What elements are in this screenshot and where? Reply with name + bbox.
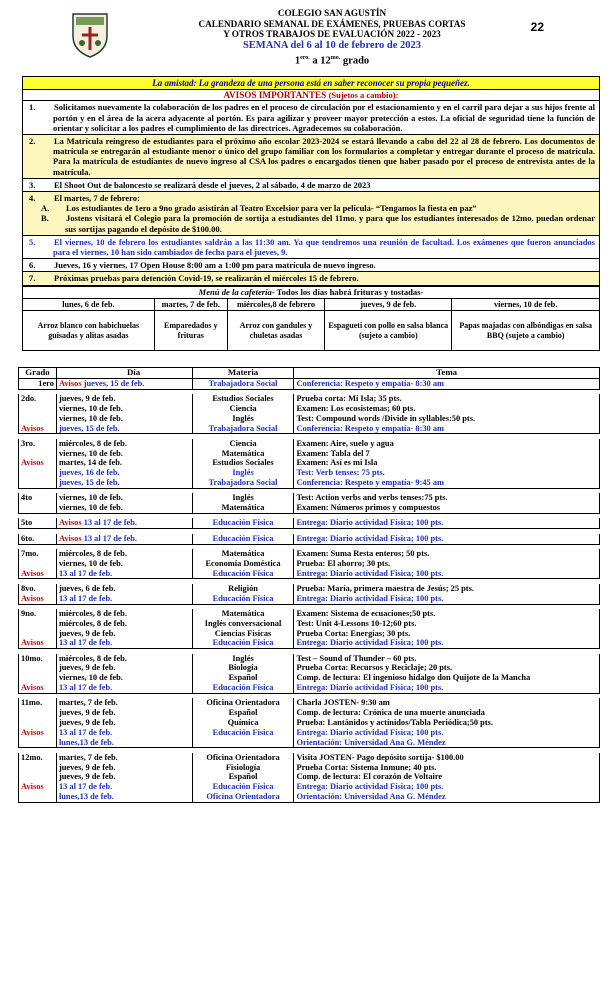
table-cell: Comp. de lectura: El ingenioso hidalgo don Quijote de la Mancha: [294, 673, 600, 683]
table-cell: Educación Física: [192, 728, 294, 738]
grade-label: 9no.: [19, 609, 57, 619]
school-crest-icon: [70, 10, 110, 58]
grade-label: 5to: [19, 518, 57, 528]
table-cell: Avisos: [19, 728, 57, 738]
table-cell: viernes, 10 de feb.: [56, 404, 192, 414]
table-cell: jueves, 9 de feb.: [56, 763, 192, 773]
table-cell: Test: Compound words /Divide in syllables:50 pts.: [294, 414, 600, 424]
table-cell: viernes, 10 de feb.: [56, 673, 192, 683]
table-cell: Examen: Aire, suelo y agua: [294, 439, 600, 449]
document-page: [22, 4, 600, 803]
table-cell: Entrega: Diario actividad Física; 100 pts.: [294, 683, 600, 693]
table-cell: Inglés: [192, 468, 294, 478]
table-cell: 13 al 17 de feb.: [56, 594, 192, 604]
calendar-title-line2: Y OTROS TRABAJOS DE EVALUACIÓN 2022 - 2023: [223, 29, 441, 39]
table-cell: miércoles, 8 de feb.: [56, 439, 192, 449]
table-cell: Test – Sound of Thunder – 60 pts.: [294, 654, 600, 664]
grade-label: 8vo.: [19, 584, 57, 594]
table-cell: Matemática: [192, 449, 294, 459]
grade-label: 2do.: [19, 394, 57, 404]
table-row: [19, 468, 600, 478]
table-cell: Estudios Sociales: [192, 458, 294, 468]
menu-food: Emparedados y frituras: [154, 311, 227, 351]
table-cell: [19, 619, 57, 629]
table-cell: [19, 629, 57, 639]
table-cell: Ciencia: [192, 404, 294, 414]
grade-label: 1ero: [38, 378, 54, 388]
grade-label: 4to: [19, 493, 57, 503]
table-cell: Avisos: [19, 683, 57, 693]
table-cell: Inglés: [192, 414, 294, 424]
table-cell: 13 al 17 de feb.: [56, 728, 192, 738]
friendship-banner: La amistad: La grandeza de una persona está en saber reconocer su propia pequeñez.: [23, 77, 600, 90]
table-cell: Oficina Orientadora: [192, 753, 294, 763]
page-number: 22: [530, 20, 544, 34]
menu-title: Menú de la cafetería- Todos los días habrá frituras y tostadas-: [23, 286, 600, 298]
table-cell: Avisos: [19, 638, 57, 648]
table-row: [19, 609, 600, 619]
table-cell: Prueba: Lantánidos y actínidos/Tabla Periódica;50 pts.: [294, 718, 600, 728]
table-cell: jueves, 15 de feb.: [56, 478, 192, 488]
table-cell: Inglés conversacional: [192, 619, 294, 629]
table-cell: Matemática: [192, 609, 294, 619]
table-cell: Examen: Números primos y compuestos: [294, 503, 600, 513]
table-cell: viernes, 10 de feb.: [56, 559, 192, 569]
notice-6: 6. Jueves, 16 y viernes, 17 Open House 8:00 am a 1:00 pm para matrícula de nuevo ingreso.: [23, 259, 600, 272]
table-row: [19, 549, 600, 559]
table-row: [19, 772, 600, 782]
table-cell: Avisos 13 al 17 de feb.: [56, 534, 192, 544]
table-cell: Trabajadora Social: [192, 424, 294, 434]
table-cell: Entrega: Diario actividad Física; 100 pts.: [294, 782, 600, 792]
notices-table: [22, 76, 600, 286]
table-cell: jueves, 9 de feb.: [56, 772, 192, 782]
table-cell: Biología: [192, 663, 294, 673]
grade-label: 6to.: [19, 534, 57, 544]
table-cell: viernes, 10 de feb.: [56, 414, 192, 424]
table-cell: jueves, 9 de feb.: [56, 718, 192, 728]
table-cell: miércoles, 8 de feb.: [56, 654, 192, 664]
notice-7: 7. Próximas pruebas para detención Covid-19, se realizarán el miércoles 15 de febrero.: [23, 272, 600, 285]
table-cell: Religión: [192, 584, 294, 594]
table-row: [19, 663, 600, 673]
table-cell: Entrega: Diario actividad Física; 100 pts.: [294, 518, 600, 528]
table-cell: 13 al 17 de feb.: [56, 638, 192, 648]
table-row: [19, 534, 600, 544]
table-cell: Entrega: Diario actividad Física; 100 pts.: [294, 569, 600, 579]
header-materia: Materia: [192, 368, 294, 379]
table-cell: [19, 559, 57, 569]
table-row: [19, 638, 600, 648]
table-cell: [19, 763, 57, 773]
table-cell: viernes, 10 de feb.: [56, 493, 192, 503]
table-row: [19, 503, 600, 513]
table-cell: Avisos: [19, 782, 57, 792]
table-cell: jueves, 9 de feb.: [56, 708, 192, 718]
table-row: [19, 569, 600, 579]
table-row: [19, 629, 600, 639]
table-row: [19, 493, 600, 503]
table-cell: Avisos jueves, 15 de feb.: [56, 378, 192, 389]
table-cell: jueves, 9 de feb.: [56, 663, 192, 673]
table-cell: Entrega: Diario actividad Física; 100 pts.: [294, 638, 600, 648]
table-cell: Español: [192, 772, 294, 782]
table-cell: lunes,13 de feb.: [56, 738, 192, 748]
table-cell: Examen: Sistema de ecuaciones;50 pts.: [294, 609, 600, 619]
table-cell: Oficina Orientadora: [192, 698, 294, 708]
table-cell: Inglés: [192, 654, 294, 664]
table-cell: 13 al 17 de feb.: [56, 782, 192, 792]
table-row: [19, 414, 600, 424]
table-cell: [19, 449, 57, 459]
table-cell: Entrega: Diario actividad Física; 100 pts.: [294, 728, 600, 738]
table-cell: martes, 7 de feb.: [56, 753, 192, 763]
table-cell: Matemática: [192, 503, 294, 513]
notice-2: 2. La Matrícula reingreso de estudiantes para el próximo año escolar 2023-2024 se estará llevando a cabo del 22 al 28 de febrero. Los documentos de matrícula se entregarán al estudiante menor o único del grupo familiar con los formularios a completar y entregar durante el proceso de matrícula. Para la matrícula de estudiantes de nuevo ingreso al CSA los padres o encargados tienen que haber pasado por el proceso de entrevista antes de la matrícula.: [23, 135, 600, 179]
notice-1: 1. Solicitamos nuevamente la colaboración de los padres en el proceso de circulación por el estacionamiento y en el carril para dejar a sus hijos frente al portón y en el área de la acera adyacente al portón. Es para agilizar y proveer mayor protección a estos. La oficial de seguridad tiene la función de orientar y solicitar a los padres el cumplimiento de las directrices. Agradecemos su colaboración.: [23, 101, 600, 135]
table-cell: lunes,13 de feb.: [56, 792, 192, 802]
table-cell: Prueba Corta: Energías; 30 pts.: [294, 629, 600, 639]
table-cell: Test: Action verbs and verbs tenses:75 pts.: [294, 493, 600, 503]
table-cell: Trabajadora Social: [192, 378, 294, 389]
table-cell: [19, 414, 57, 424]
table-cell: Educación Física: [192, 638, 294, 648]
table-cell: jueves, 6 de feb.: [56, 584, 192, 594]
table-cell: jueves, 15 de feb.: [56, 424, 192, 434]
table-row: [19, 594, 600, 604]
table-cell: Química: [192, 718, 294, 728]
table-cell: Matemática: [192, 549, 294, 559]
table-row: [19, 559, 600, 569]
table-cell: Test: Verb tenses: 75 pts.: [294, 468, 600, 478]
table-row: [19, 654, 600, 664]
table-row: [19, 404, 600, 414]
table-cell: [19, 718, 57, 728]
table-cell: Educación Física: [192, 683, 294, 693]
table-cell: miércoles, 8 de feb.: [56, 619, 192, 629]
table-cell: Test: Unit 4-Lessons 10-12;60 pts.: [294, 619, 600, 629]
table-cell: [19, 478, 57, 488]
table-cell: [19, 708, 57, 718]
table-cell: Prueba corta: Mi Isla; 35 pts.: [294, 394, 600, 404]
table-cell: Avisos: [19, 458, 57, 468]
table-cell: [19, 792, 57, 802]
grade-label: 12mo.: [19, 753, 57, 763]
table-row: [19, 792, 600, 802]
week-range: SEMANA del 6 al 10 de febrero de 2023: [242, 39, 422, 51]
table-cell: Ciencia: [192, 439, 294, 449]
avisos-heading: AVISOS IMPORTANTES (Sujetos a cambio):: [23, 90, 600, 101]
table-cell: Educación Física: [192, 534, 294, 544]
table-cell: Prueba: María, primera maestra de Jesús; 25 pts.: [294, 584, 600, 594]
table-cell: Conferencia: Respeto y empatía- 8:30 am: [294, 378, 600, 389]
table-cell: viernes, 10 de feb.: [56, 503, 192, 513]
table-cell: Educación Física: [192, 569, 294, 579]
menu-day: jueves, 9 de feb.: [325, 298, 452, 310]
table-cell: [19, 468, 57, 478]
calendar-title-line1: CALENDARIO SEMANAL DE EXÁMENES, PRUEBAS CORTAS: [198, 18, 466, 29]
table-cell: martes, 7 de feb.: [56, 698, 192, 708]
table-cell: Oficina Orientadora: [192, 792, 294, 802]
menu-food: Espagueti con pollo en salsa blanca (sujeto a cambio): [325, 311, 452, 351]
table-cell: Orientación: Universidad Ana G. Méndez: [294, 792, 600, 802]
table-cell: Entrega: Diario actividad Física; 100 pts.: [294, 594, 600, 604]
table-cell: [19, 673, 57, 683]
table-row: [19, 584, 600, 594]
table-cell: Avisos: [19, 594, 57, 604]
table-cell: Examen: Suma Resta enteros; 50 pts.: [294, 549, 600, 559]
table-cell: [192, 738, 294, 748]
table-cell: jueves, 9 de feb.: [56, 629, 192, 639]
schedule-header-row: [19, 368, 600, 379]
header-grado: Grado: [19, 368, 57, 379]
table-row: [19, 708, 600, 718]
grade-range: $1^{ero.}$ a $12^{mo.}$ grado: [294, 54, 370, 66]
table-cell: jueves, 16 de feb.: [56, 468, 192, 478]
cafeteria-menu: [22, 286, 600, 351]
table-cell: Inglés: [192, 493, 294, 503]
table-row: [19, 698, 600, 708]
table-cell: viernes, 10 de feb.: [56, 449, 192, 459]
table-cell: Conferencia: Respeto y empatía- 8:30 am: [294, 424, 600, 434]
header-tema: Tema: [294, 368, 600, 379]
table-cell: Comp. de lectura: El corazón de Voltaire: [294, 772, 600, 782]
table-cell: Visita JOSTEN- Pago depósito sortija- $100.00: [294, 753, 600, 763]
table-cell: Educación Física: [192, 782, 294, 792]
table-row: [19, 458, 600, 468]
grade-label: 3ro.: [19, 439, 57, 449]
table-cell: Examen: Los ecosistemas; 60 pts.: [294, 404, 600, 414]
table-cell: Examen: Así es mi Isla: [294, 458, 600, 468]
table-cell: jueves, 9 de feb.: [56, 394, 192, 404]
grade-label: 7mo.: [19, 549, 57, 559]
table-row: [19, 683, 600, 693]
table-row: [19, 478, 600, 488]
menu-food: Papas majadas con albóndigas en salsa BBQ (sujeto a cambio): [452, 311, 600, 351]
table-cell: Español: [192, 673, 294, 683]
table-cell: [19, 503, 57, 513]
table-cell: Avisos: [19, 424, 57, 434]
table-cell: Entrega: Diario actividad Física; 100 pts.: [294, 534, 600, 544]
table-cell: Examen: Tabla del 7: [294, 449, 600, 459]
notice-4: 4. El martes, 7 de febrero: A. Los estudiantes de 1ero a 9no grado asistirán al Teatro Excelsior para ver la película- “Tengamos la fiesta en paz” B. Jostens visitará el Colegio para la promoción de sortija a estudiantes del 11mo. y para que los estudiantes interesados de 12mo. puedan ordenar sus sortijas pagando el depósito de $100.00.: [23, 192, 600, 236]
table-row: [19, 619, 600, 629]
header-dia: Día: [56, 368, 192, 379]
table-row: [19, 449, 600, 459]
table-row: [19, 424, 600, 434]
table-cell: Fisiología: [192, 763, 294, 773]
table-cell: Avisos 13 al 17 de feb.: [56, 518, 192, 528]
table-cell: martes, 14 de feb.: [56, 458, 192, 468]
menu-day: miércoles,8 de febrero: [227, 298, 324, 310]
table-cell: Prueba: El ahorro; 30 pts.: [294, 559, 600, 569]
table-cell: Comp. de lectura: Crónica de una muerte anunciada: [294, 708, 600, 718]
table-row: [19, 718, 600, 728]
table-cell: 13 al 17 de feb.: [56, 569, 192, 579]
menu-day: lunes, 6 de feb.: [23, 298, 155, 310]
menu-day: viernes, 10 de feb.: [452, 298, 600, 310]
table-cell: Economía Doméstica: [192, 559, 294, 569]
menu-food: Arroz con gandules y chuletas asadas: [227, 311, 324, 351]
table-cell: [19, 738, 57, 748]
table-cell: Ciencias Físicas: [192, 629, 294, 639]
table-cell: Estudios Sociales: [192, 394, 294, 404]
table-row: [19, 394, 600, 404]
exam-schedule-table: [18, 367, 600, 803]
table-cell: Trabajadora Social: [192, 478, 294, 488]
notice-3: 3. El Shoot Out de baloncesto se realizará desde el jueves, 2 al sábado, 4 de marzo de 2023: [23, 178, 600, 191]
table-cell: [19, 663, 57, 673]
table-row: [19, 728, 600, 738]
grade-label: 11mo.: [19, 698, 57, 708]
table-cell: Prueba Corta: Sistema Inmune; 40 pts.: [294, 763, 600, 773]
table-row: [19, 782, 600, 792]
menu-food: Arroz blanco con habichuelas guisadas y alitas asadas: [23, 311, 155, 351]
school-name: COLEGIO SAN AGUSTÍN: [277, 8, 387, 18]
document-header: [22, 4, 600, 76]
table-cell: Avisos: [19, 569, 57, 579]
grade-label: 10mo.: [19, 654, 57, 664]
table-row: [19, 518, 600, 528]
table-cell: [19, 404, 57, 414]
table-cell: Educación Física: [192, 594, 294, 604]
table-cell: miércoles, 8 de feb.: [56, 549, 192, 559]
table-row: [19, 763, 600, 773]
notice-5: 5. El viernes, 10 de febrero los estudiantes saldrán a las 11:30 am. Ya que tendremos una reunión de facultad. Los exámenes que fueron anunciados para el viernes, 10 han sido cambiados de fecha para el jueves, 9.: [23, 235, 600, 258]
table-cell: Conferencia: Respeto y empatía- 9:45 am: [294, 478, 600, 488]
table-cell: Prueba Corta: Recursos y Reciclaje; 20 pts.: [294, 663, 600, 673]
table-row: [19, 378, 600, 389]
table-row: [19, 673, 600, 683]
table-cell: miércoles, 8 de feb.: [56, 609, 192, 619]
table-row: [19, 439, 600, 449]
header-titles: [142, 8, 522, 67]
table-row: [19, 753, 600, 763]
table-cell: Charla JOSTEN- 9:30 am: [294, 698, 600, 708]
menu-day: martes, 7 de feb.: [154, 298, 227, 310]
table-row: [19, 738, 600, 748]
table-cell: 13 al 17 de feb.: [56, 683, 192, 693]
table-cell: [19, 772, 57, 782]
table-cell: Educación Física: [192, 518, 294, 528]
table-cell: Español: [192, 708, 294, 718]
table-cell: Orientación: Universidad Ana G. Méndez: [294, 738, 600, 748]
table-cell: [19, 378, 57, 389]
